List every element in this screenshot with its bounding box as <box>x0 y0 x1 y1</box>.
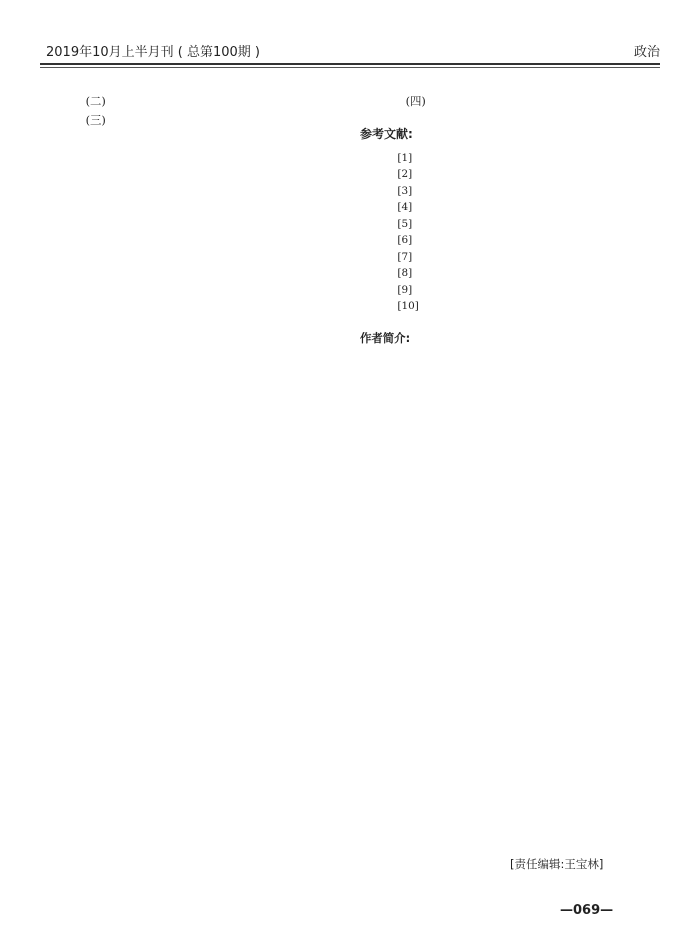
reference-item: [4] <box>397 201 413 214</box>
header-rule-thin <box>40 67 660 68</box>
author-bio <box>360 329 660 348</box>
reference-item: [8] <box>397 267 413 280</box>
subheading-2: (二) <box>85 94 106 108</box>
reference-item: [9] <box>397 283 413 296</box>
left-column <box>40 92 340 130</box>
references-list <box>360 150 660 315</box>
issue-info: 2019年10月上半月刊 ( 总第100期 ) <box>46 45 260 60</box>
subheading-3: (三) <box>85 112 106 127</box>
section-name: 政治 <box>633 45 660 60</box>
reference-item: [6] <box>397 234 413 247</box>
author-label: 作者简介: <box>360 330 411 345</box>
references-title: 参考文献: <box>360 126 413 141</box>
header-rule <box>40 63 660 65</box>
page-number: —069— <box>560 903 614 918</box>
reference-item: [3] <box>397 184 413 197</box>
page-header <box>40 40 660 60</box>
reference-item: [5] <box>397 217 413 230</box>
reference-item: [10] <box>397 300 419 313</box>
reference-item: [7] <box>397 250 413 263</box>
header-left <box>40 41 260 60</box>
editor-note: [责任编辑:王宝林] <box>510 857 604 871</box>
reference-item: [1] <box>397 151 413 164</box>
subheading-4: (四) <box>405 94 426 108</box>
reference-item: [2] <box>397 168 413 181</box>
right-column <box>360 92 660 347</box>
